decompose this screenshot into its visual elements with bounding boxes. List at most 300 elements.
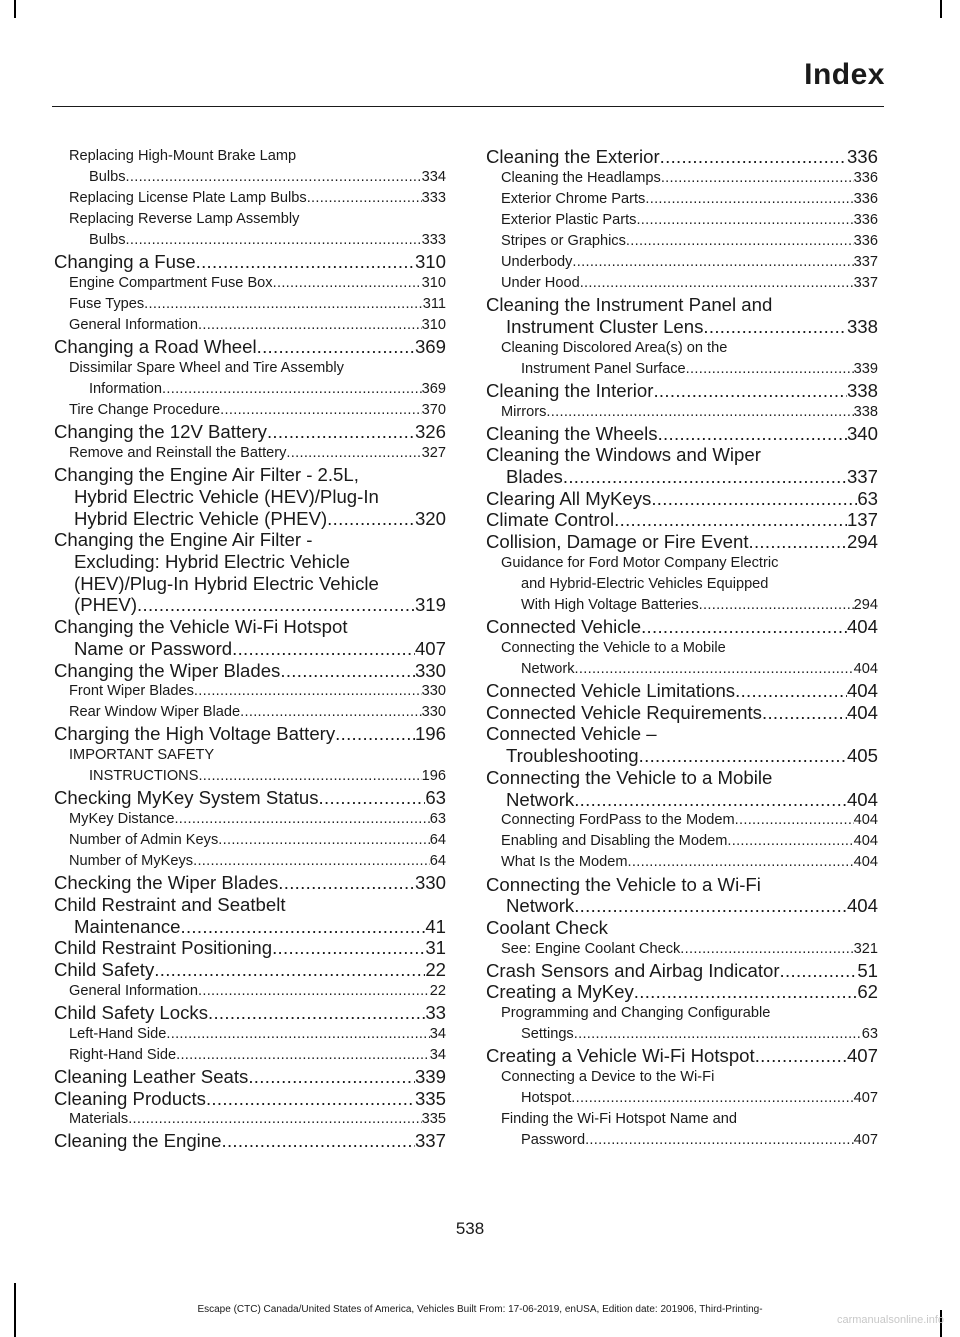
- dot-leader: [574, 1024, 862, 1045]
- index-entry: [486, 488, 878, 510]
- index-subentry: [486, 1109, 878, 1151]
- entry-title: Right-Hand Side: [69, 1046, 177, 1063]
- entry-page-number: 404: [846, 680, 878, 702]
- entry-leader-row: [54, 959, 446, 981]
- entry-page-number: 294: [853, 597, 878, 614]
- entry-leader-row: [54, 594, 446, 616]
- entry-title: Cleaning Products: [54, 1087, 206, 1109]
- entry-leader-row: [501, 231, 878, 252]
- entry-page-number: 63: [425, 787, 446, 809]
- entry-title: Child Restraint Positioning: [54, 937, 273, 959]
- entry-page-number: 404: [853, 833, 878, 850]
- entry-page-number: 369: [414, 336, 446, 358]
- dot-leader: [639, 745, 847, 767]
- index-entry: [486, 917, 878, 939]
- entry-page-number: 64: [429, 832, 446, 849]
- index-subentry: [54, 830, 446, 851]
- index-entry: [54, 529, 446, 616]
- dot-leader: [703, 316, 847, 338]
- dot-leader: [686, 359, 854, 380]
- dot-leader: [248, 1066, 415, 1088]
- entry-title: Changing the Wiper Blades: [54, 659, 281, 681]
- index-subentry: [486, 553, 878, 616]
- entry-leader-row: [501, 1088, 878, 1109]
- entry-leader-row: [501, 831, 878, 852]
- index-entry: [54, 1002, 446, 1024]
- entry-page-number: 339: [414, 1065, 446, 1087]
- entry-leader-row: [486, 316, 878, 338]
- entry-leader-row: [486, 488, 878, 510]
- entry-leader-row: [486, 509, 878, 531]
- entry-page-number: 407: [414, 637, 446, 659]
- dot-leader: [614, 509, 847, 531]
- dot-leader: [626, 231, 854, 252]
- entry-page-number: 337: [853, 275, 878, 292]
- entry-leader-row: [486, 466, 878, 488]
- entry-text-line: Dissimilar Spare Wheel and Tire Assembly: [69, 360, 344, 377]
- dot-leader: [208, 1002, 425, 1024]
- dot-leader: [658, 423, 847, 445]
- entry-leader-row: [501, 402, 878, 423]
- entry-title: Cleaning Leather Seats: [54, 1065, 249, 1087]
- entry-page-number: 63: [857, 487, 878, 509]
- dot-leader: [327, 508, 415, 530]
- entry-title: Stripes or Graphics: [501, 232, 626, 249]
- entry-title: (PHEV): [74, 594, 138, 616]
- entry-leader-row: [69, 167, 446, 188]
- dot-leader: [144, 294, 423, 315]
- index-subentry: [54, 443, 446, 464]
- dot-leader: [232, 638, 415, 660]
- header-divider: [52, 106, 884, 107]
- entry-title: Troubleshooting: [506, 745, 639, 767]
- entry-page-number: 311: [422, 296, 446, 313]
- entry-page-number: 34: [429, 1025, 446, 1042]
- index-entry: [486, 680, 878, 702]
- entry-title: Changing the 12V Battery: [54, 421, 267, 443]
- entry-page-number: 330: [414, 659, 446, 681]
- entry-leader-row: [54, 660, 446, 682]
- index-entry: [486, 960, 878, 982]
- entry-page-number: 33: [425, 1001, 446, 1023]
- entry-page-number: 31: [425, 937, 446, 959]
- entry-title: Cleaning the Engine: [54, 1130, 222, 1152]
- entry-title: Instrument Cluster Lens: [506, 315, 704, 337]
- dot-leader: [762, 702, 847, 724]
- dot-leader: [634, 981, 858, 1003]
- entry-page-number: 339: [853, 360, 878, 377]
- entry-page-number: 404: [846, 788, 878, 810]
- index-subentry: [486, 1067, 878, 1109]
- index-column-right: [486, 146, 878, 1151]
- entry-page-number: 338: [846, 315, 878, 337]
- entry-page-number: 327: [421, 445, 446, 462]
- entry-title: Replacing License Plate Lamp Bulbs: [69, 190, 307, 207]
- dot-leader: [240, 702, 422, 723]
- entry-title: Connecting FordPass to the Modem: [501, 812, 735, 829]
- index-subentry: [54, 209, 446, 251]
- entry-title: Cleaning the Wheels: [486, 422, 658, 444]
- entry-leader-row: [54, 916, 446, 938]
- entry-leader-row: [501, 1130, 878, 1151]
- entry-leader-row: [69, 188, 446, 209]
- crop-mark-top-left: [14, 0, 16, 18]
- dot-leader: [574, 789, 847, 811]
- entry-page-number: 336: [853, 211, 878, 228]
- crop-mark-top-right: [940, 0, 942, 18]
- entry-title: Crash Sensors and Airbag Indicator: [486, 959, 780, 981]
- entry-title: Creating a MyKey: [486, 981, 634, 1003]
- entry-text-line: Cleaning the Windows and Wiper: [486, 444, 761, 466]
- dot-leader: [174, 809, 429, 830]
- index-entry: [54, 959, 446, 981]
- dot-leader: [319, 787, 426, 809]
- entry-leader-row: [486, 680, 878, 702]
- dot-leader: [628, 852, 854, 873]
- dot-leader: [267, 421, 415, 443]
- index-entry: [486, 723, 878, 766]
- entry-leader-row: [486, 702, 878, 724]
- index-subentry: [54, 702, 446, 723]
- index-entry: [54, 872, 446, 894]
- entry-title: Left-Hand Side: [69, 1025, 167, 1042]
- entry-page-number: 34: [429, 1046, 446, 1063]
- entry-leader-row: [54, 937, 446, 959]
- entry-title: Instrument Panel Surface: [521, 360, 686, 377]
- dot-leader: [755, 1045, 847, 1067]
- entry-title: Exterior Chrome Parts: [501, 190, 646, 207]
- entry-page-number: 22: [425, 959, 446, 981]
- dot-leader: [198, 981, 430, 1002]
- dot-leader: [220, 400, 421, 421]
- footer-edition-text: Escape (CTC) Canada/United States of America, Vehicles Built From: 17-06-2019, enUSA, Edition date: 201906, Third-Printing-: [197, 1304, 763, 1315]
- entry-page-number: 404: [853, 812, 878, 829]
- dot-leader: [162, 379, 422, 400]
- entry-title: Name or Password: [74, 637, 233, 659]
- entry-leader-row: [69, 315, 446, 336]
- entry-page-number: 337: [414, 1130, 446, 1152]
- entry-page-number: 333: [421, 190, 446, 207]
- entry-leader-row: [54, 251, 446, 273]
- entry-page-number: 404: [853, 660, 878, 677]
- entry-title: Checking MyKey System Status: [54, 787, 319, 809]
- entry-title: INSTRUCTIONS: [89, 768, 199, 785]
- index-entry: [486, 380, 878, 402]
- entry-leader-row: [501, 189, 878, 210]
- entry-title: Materials: [69, 1111, 129, 1128]
- index-subentry: [54, 273, 446, 294]
- index-entry: [486, 146, 878, 168]
- entry-text-line: Guidance for Ford Motor Company Electric: [501, 554, 779, 571]
- entry-page-number: 333: [421, 232, 446, 249]
- dot-leader: [563, 466, 847, 488]
- entry-page-number: 320: [414, 507, 446, 529]
- dot-leader: [206, 1088, 415, 1110]
- index-subentry: [486, 831, 878, 852]
- entry-title: Blades: [506, 466, 563, 488]
- entry-leader-row: [486, 745, 878, 767]
- dot-leader: [154, 959, 425, 981]
- index-entry: [54, 1066, 446, 1088]
- entry-leader-row: [486, 616, 878, 638]
- entry-title: Connected Vehicle Limitations: [486, 680, 736, 702]
- index-entry: [486, 767, 878, 810]
- entry-leader-row: [486, 960, 878, 982]
- entry-page-number: 369: [421, 381, 446, 398]
- dot-leader: [636, 210, 853, 231]
- entry-text-line: Cleaning the Instrument Panel and: [486, 294, 773, 316]
- entry-title: Under Hood: [501, 275, 580, 292]
- entry-page-number: 407: [853, 1090, 878, 1107]
- entry-title: Hybrid Electric Vehicle (PHEV): [74, 507, 328, 529]
- entry-title: Settings: [521, 1026, 574, 1043]
- entry-leader-row: [69, 809, 446, 830]
- dot-leader: [680, 939, 853, 960]
- index-subentry: [486, 168, 878, 189]
- index-subentry: [54, 400, 446, 421]
- entry-leader-row: [69, 443, 446, 464]
- index-subentry: [54, 681, 446, 702]
- entry-text-line: IMPORTANT SAFETY: [69, 747, 215, 764]
- entry-leader-row: [486, 917, 878, 939]
- entry-page-number: 405: [846, 745, 878, 767]
- entry-text-line: Connecting the Vehicle to a Mobile: [501, 639, 726, 656]
- entry-text-line: Connecting the Vehicle to a Wi-Fi: [486, 873, 761, 895]
- entry-text-line: Programming and Changing Configurable: [501, 1005, 771, 1022]
- entry-title: Rear Window Wiper Blade: [69, 704, 241, 721]
- index-entry: [54, 787, 446, 809]
- entry-page-number: 336: [846, 146, 878, 167]
- dot-leader: [727, 831, 853, 852]
- entry-page-number: 407: [853, 1132, 878, 1149]
- index-subentry: [486, 638, 878, 680]
- page-title: Index: [804, 58, 885, 91]
- index-entry: [54, 251, 446, 273]
- index-subentry: [54, 1024, 446, 1045]
- index-entry: [486, 874, 878, 917]
- entry-title: Cleaning the Headlamps: [501, 169, 661, 186]
- entry-page-number: 404: [846, 701, 878, 723]
- entry-leader-row: [69, 766, 446, 787]
- entry-leader-row: [501, 359, 878, 380]
- dot-leader: [198, 315, 422, 336]
- index-subentry: [54, 745, 446, 787]
- entry-page-number: 336: [853, 190, 878, 207]
- entry-page-number: 340: [846, 422, 878, 444]
- entry-title: Network: [506, 895, 575, 917]
- entry-page-number: 64: [429, 853, 446, 870]
- entry-page-number: 51: [857, 959, 878, 981]
- dot-leader: [221, 1130, 414, 1152]
- dot-leader: [126, 167, 422, 188]
- entry-title: Bulbs: [89, 232, 126, 249]
- entry-title: Information: [89, 381, 163, 398]
- entry-page-number: 196: [414, 723, 446, 745]
- index-subentry: [486, 810, 878, 831]
- entry-page-number: 370: [421, 402, 446, 419]
- index-subentry: [486, 210, 878, 231]
- index-subentry: [486, 852, 878, 873]
- entry-title: What Is the Modem: [501, 854, 628, 871]
- dot-leader: [286, 443, 421, 464]
- entry-title: Child Safety Locks: [54, 1001, 208, 1023]
- index-entry: [54, 421, 446, 443]
- entry-title: Maintenance: [74, 915, 181, 937]
- entry-text-line: Replacing Reverse Lamp Assembly: [69, 211, 300, 228]
- index-entry: [54, 723, 446, 745]
- index-entry: [54, 616, 446, 659]
- dot-leader: [735, 680, 847, 702]
- page-number: 538: [455, 1219, 485, 1238]
- index-column-left: [54, 146, 446, 1152]
- entry-leader-row: [69, 851, 446, 872]
- index-entry: [486, 423, 878, 445]
- entry-title: Hotspot: [521, 1090, 572, 1107]
- dot-leader: [653, 380, 847, 402]
- entry-page-number: 334: [421, 169, 446, 186]
- index-subentry: [54, 188, 446, 209]
- entry-title: Remove and Reinstall the Battery: [69, 445, 287, 462]
- entry-page-number: 330: [421, 683, 446, 700]
- entry-page-number: 196: [421, 768, 446, 785]
- entry-title: Network: [506, 788, 575, 810]
- entry-title: Network: [521, 660, 575, 677]
- entry-leader-row: [69, 400, 446, 421]
- entry-title: Fuse Types: [69, 296, 145, 313]
- index-entry: [486, 444, 878, 487]
- dot-leader: [660, 146, 847, 168]
- index-entry: [486, 294, 878, 337]
- entry-text-line: Finding the Wi-Fi Hotspot Name and: [501, 1111, 738, 1128]
- entry-leader-row: [69, 230, 446, 251]
- entry-title: Engine Compartment Fuse Box: [69, 275, 273, 292]
- entry-text-line: Connected Vehicle –: [486, 723, 657, 745]
- entry-title: Changing a Fuse: [54, 251, 196, 273]
- entry-page-number: 310: [421, 317, 446, 334]
- dot-leader: [180, 916, 425, 938]
- entry-leader-row: [501, 939, 878, 960]
- entry-title: Coolant Check: [486, 916, 608, 938]
- entry-leader-row: [69, 981, 446, 1002]
- entry-title: Connected Vehicle Requirements: [486, 701, 762, 723]
- index-entry: [486, 1045, 878, 1067]
- entry-title: Child Safety: [54, 959, 155, 981]
- index-entry: [486, 981, 878, 1003]
- entry-leader-row: [54, 1130, 446, 1152]
- entry-title: Creating a Vehicle Wi-Fi Hotspot: [486, 1045, 755, 1067]
- entry-page-number: 404: [846, 895, 878, 917]
- entry-leader-row: [69, 294, 446, 315]
- entry-text-line: Cleaning Discolored Area(s) on the: [501, 339, 728, 356]
- entry-leader-row: [54, 787, 446, 809]
- entry-leader-row: [486, 1045, 878, 1067]
- dot-leader: [585, 1130, 854, 1151]
- entry-leader-row: [486, 531, 878, 553]
- entry-page-number: 63: [429, 811, 446, 828]
- entry-page-number: 330: [414, 872, 446, 894]
- dot-leader: [280, 660, 415, 682]
- index-subentry: [54, 294, 446, 315]
- entry-leader-row: [69, 681, 446, 702]
- entry-page-number: 310: [421, 275, 446, 292]
- dot-leader: [272, 937, 425, 959]
- entry-title: Charging the High Voltage Battery: [54, 723, 336, 745]
- entry-page-number: 338: [853, 403, 878, 420]
- entry-text-line: Connecting the Vehicle to a Mobile: [486, 766, 773, 788]
- dot-leader: [257, 336, 415, 358]
- index-subentry: [486, 273, 878, 294]
- entry-leader-row: [501, 810, 878, 831]
- dot-leader: [194, 681, 422, 702]
- entry-page-number: 335: [414, 1087, 446, 1109]
- dot-leader: [699, 595, 854, 616]
- entry-leader-row: [54, 638, 446, 660]
- dot-leader: [196, 251, 415, 273]
- dot-leader: [572, 252, 853, 273]
- dot-leader: [278, 872, 415, 894]
- entry-page-number: 326: [414, 421, 446, 443]
- dot-leader: [137, 594, 415, 616]
- dot-leader: [546, 402, 853, 423]
- entry-leader-row: [501, 273, 878, 294]
- entry-title: General Information: [69, 317, 198, 334]
- entry-leader-row: [54, 723, 446, 745]
- entry-title: With High Voltage Batteries: [521, 597, 699, 614]
- index-entry: [486, 509, 878, 531]
- entry-leader-row: [54, 872, 446, 894]
- entry-leader-row: [501, 168, 878, 189]
- entry-page-number: 330: [421, 704, 446, 721]
- dot-leader: [641, 616, 847, 638]
- entry-text-line: and Hybrid-Electric Vehicles Equipped: [521, 575, 769, 592]
- entry-page-number: 22: [429, 982, 446, 999]
- entry-page-number: 337: [846, 466, 878, 488]
- entry-page-number: 294: [846, 531, 878, 553]
- dot-leader: [166, 1024, 429, 1045]
- entry-page-number: 63: [861, 1026, 878, 1043]
- entry-page-number: 137: [846, 509, 878, 531]
- entry-leader-row: [54, 336, 446, 358]
- entry-text-line: Changing the Vehicle Wi-Fi Hotspot: [54, 616, 348, 638]
- index-subentry: [486, 189, 878, 210]
- dot-leader: [661, 168, 854, 189]
- index-subentry: [54, 851, 446, 872]
- entry-title: Clearing All MyKeys: [486, 487, 652, 509]
- entry-title: MyKey Distance: [69, 811, 175, 828]
- watermark-text: carmanualsonline.info: [836, 1314, 944, 1326]
- entry-title: Climate Control: [486, 509, 615, 531]
- dot-leader: [748, 531, 846, 553]
- index-entry: [54, 660, 446, 682]
- entry-title: Number of MyKeys: [69, 853, 194, 870]
- entry-leader-row: [501, 852, 878, 873]
- entry-text-line: (HEV)/Plug-In Hybrid Electric Vehicle: [74, 572, 379, 594]
- entry-title: Front Wiper Blades: [69, 683, 194, 700]
- index-subentry: [54, 981, 446, 1002]
- index-subentry: [486, 939, 878, 960]
- entry-page-number: 62: [857, 981, 878, 1003]
- index-subentry: [486, 252, 878, 273]
- entry-leader-row: [69, 830, 446, 851]
- entry-leader-row: [54, 421, 446, 443]
- entry-text-line: Replacing High-Mount Brake Lamp: [69, 148, 297, 164]
- index-entry: [486, 702, 878, 724]
- entry-leader-row: [486, 423, 878, 445]
- entry-title: Bulbs: [89, 169, 126, 186]
- dot-leader: [571, 1088, 853, 1109]
- entry-leader-row: [501, 252, 878, 273]
- entry-leader-row: [501, 1024, 878, 1045]
